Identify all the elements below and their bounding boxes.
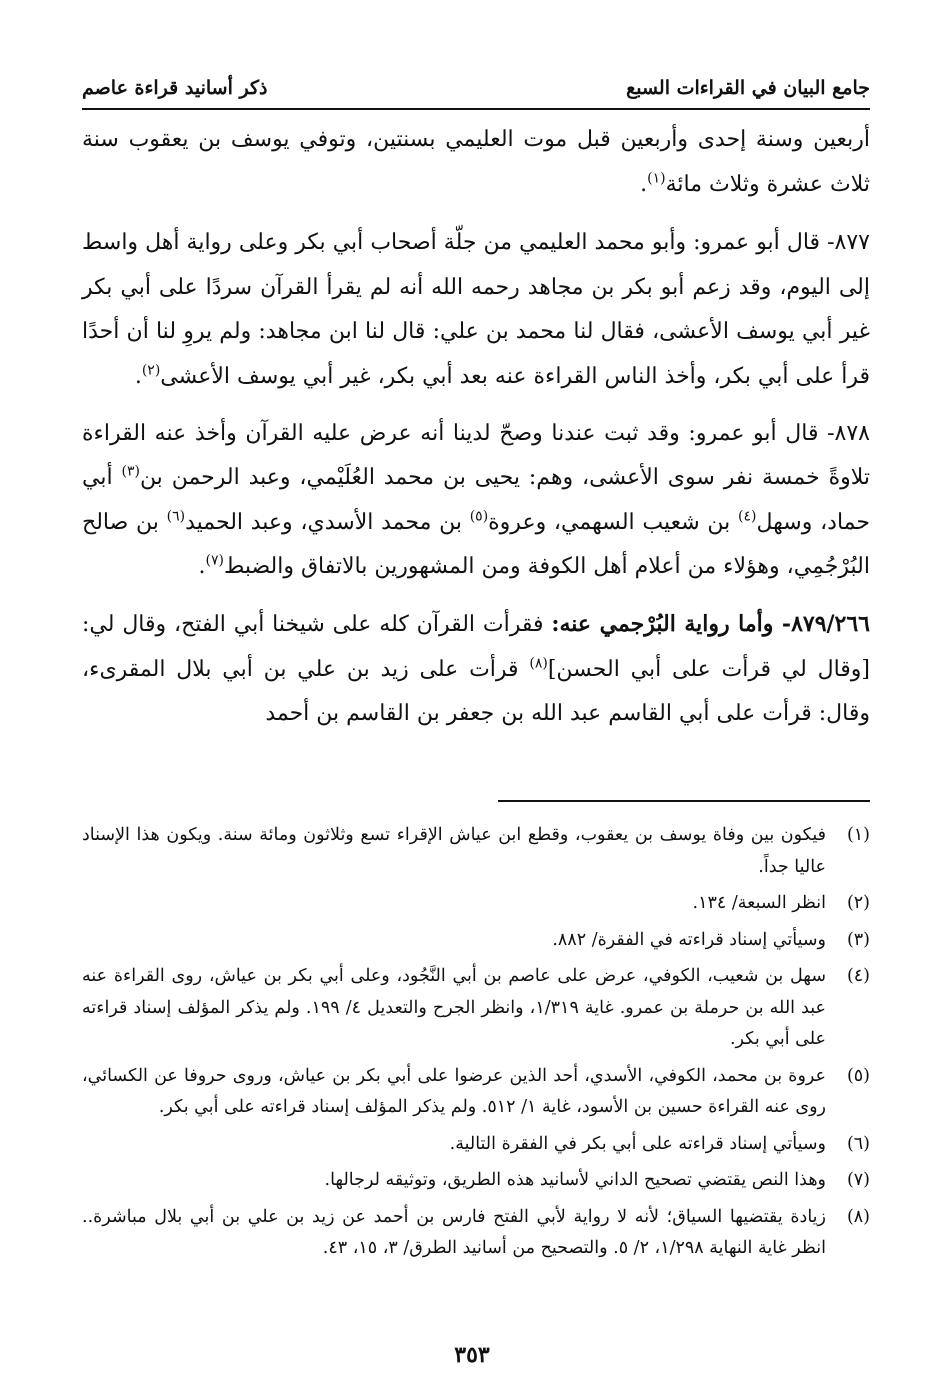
paragraph-879: ٨٧٩/٢٦٦- وأما رواية البُرْجمي عنه: فقرأت القرآن كله على شيخنا أبي الفتح، وقال لي: [وقال لي قرأت على أبي الحسن]$^{(٨)}$ قرأت على زيد بن علي بن أبي بلال المقرىء، وقال: قرأت على أبي القاسم عبد الله بن جعفر بن القاسم بن أحمد: [82, 610, 870, 727]
footnote-ref: (١): [647, 170, 666, 187]
footnote-text: سهل بن شعيب، الكوفي، عرض على عاصم بن أبي النَّجُود، وعلى أبي بكر بن عياش، روى القراءة عنه عبد الله بن حرملة بن عمرو. غاية ١/٣١٩، وانظر الجرح والتعديل ٤/ ١٩٩. ولم يذكر المؤلف إسناد قراءته على أبي بكر.: [82, 966, 826, 1049]
footnote-ref: (٨): [529, 655, 548, 672]
paragraph-continuation: أربعين وسنة إحدى وأربعين قبل موت العليمي بسنتين، وتوفي يوسف بن يعقوب سنة ثلاث عشرة وثلاث مائة$^{(١)}$.: [82, 127, 870, 197]
footnote-text: وهذا النص يقتضي تصحيح الداني لأسانيد هذه الطريق، وتوثيقه لرجالها.: [324, 1170, 826, 1190]
footnote-ref: (٢): [141, 362, 161, 379]
paragraph-heading: ٨٧٩/٢٦٦- وأما رواية البُرْجمي عنه:: [551, 610, 870, 637]
footnote-item: [82, 888, 870, 920]
main-text: [82, 118, 870, 749]
footnote-number: (٣): [846, 929, 870, 950]
footnote-text: عروة بن محمد، الكوفي، الأسدي، أحد الذين عرضوا على أبي بكر بن عياش، وروى حروفا عن الكسائي، روى عنه القراءة حسين بن الأسود، غاية ١/ ٥١٢. ولم يذكر المؤلف إسناد قراءته على أبي بكر.: [82, 1065, 826, 1117]
page-number: ٣٥٣: [454, 1342, 490, 1368]
footnote-ref: (٤): [738, 508, 757, 525]
paragraph-877: ٨٧٧- قال أبو عمرو: وأبو محمد العليمي من جلّة أصحاب أبي بكر وعلى رواية أهل واسط إلى اليوم، وقد زعم أبو بكر بن مجاهد رحمه الله أنه لم يقرأ القرآن سردًا على أبي بكر غير أبي يوسف الأعشى، فقال لنا محمد بن علي: قال لنا ابن مجاهد: ولم يروِ لنا أن أحدًا قرأ على أبي بكر، وأخذ الناس القراءة عنه بعد أبي بكر، غير أبي يوسف الأعشى$^{(٢)}$.: [82, 230, 870, 389]
footnote-item: [82, 961, 870, 1056]
footnote-number: (٧): [846, 1170, 870, 1190]
footnote-text: وسيأتي إسناد قراءته في الفقرة/ ٨٨٢.: [552, 929, 826, 950]
footnote-item: [82, 1202, 870, 1265]
footnote-item: [82, 1061, 870, 1124]
paragraph-number: ٨٧٧-: [827, 230, 870, 256]
footnote-ref: (٥): [469, 508, 489, 525]
footnote-divider: [498, 800, 870, 802]
footnote-item: [82, 925, 870, 957]
footnote-ref: (٦): [166, 508, 186, 525]
paragraph-number: ٨٧٨-: [827, 420, 870, 446]
footnote-item: [82, 1165, 870, 1197]
footnote-ref: (٧): [205, 553, 224, 570]
footnote-number: (٤): [846, 966, 870, 986]
footnote-number: (١): [846, 825, 870, 845]
paragraph-878: ٨٧٨- قال أبو عمرو: وقد ثبت عندنا وصحّ لدينا أنه عرض عليه القرآن وأخذ عنه القراءة تلاوةً خمسة نفر سوى الأعشى، وهم: يحيى بن محمد العُلَيْمي، وعبد الرحمن بن$^{(٣)}$ أبي حماد، وسهل$^{(٤)}$ بن شعيب السهمي، وعروة$^{(٥)}$ بن محمد الأسدي، وعبد الحميد$^{(٦)}$ بن صالح البُرْجُمِي، وهؤلاء من أعلام أهل الكوفة ومن المشهورين بالاتفاق والضبط$^{(٧)}$.: [82, 420, 870, 580]
footnote-number: (٦): [846, 1133, 870, 1154]
footnote-text: انظر السبعة/ ١٣٤.: [692, 893, 826, 913]
footnote-item: [82, 1129, 870, 1161]
footnotes: [82, 820, 870, 1270]
footnote-text: فيكون بين وفاة يوسف بن يعقوب، وقطع ابن عياش الإقراء تسع وثلاثون ومائة سنة. ويكون هذا الإسناد عاليا جداً.: [82, 825, 826, 877]
header-divider: [82, 108, 870, 110]
footnote-ref: (٣): [121, 463, 140, 480]
footnote-text: زيادة يقتضيها السياق؛ لأنه لا رواية لأبي الفتح فارس بن أحمد عن زيد بن علي بن أبي بلال مباشرة.. انظر غاية النهاية ١/٢٩٨، ٢/ ٥. والتصحيح من أسانيد الطرق/ ٣، ١٥، ٤٣.: [82, 1206, 826, 1258]
footnote-number: (٢): [846, 893, 870, 913]
footnote-number: (٥): [846, 1065, 870, 1086]
footnote-text: وسيأتي إسناد قراءته على أبي بكر في الفقرة التالية.: [449, 1133, 826, 1154]
book-title: جامع البيان في القراءات السبع: [626, 77, 870, 99]
footnote-item: [82, 820, 870, 883]
section-title: ذكر أسانيد قراءة عاصم: [82, 77, 268, 99]
running-header: [82, 70, 870, 106]
footnote-number: (٨): [846, 1206, 870, 1227]
